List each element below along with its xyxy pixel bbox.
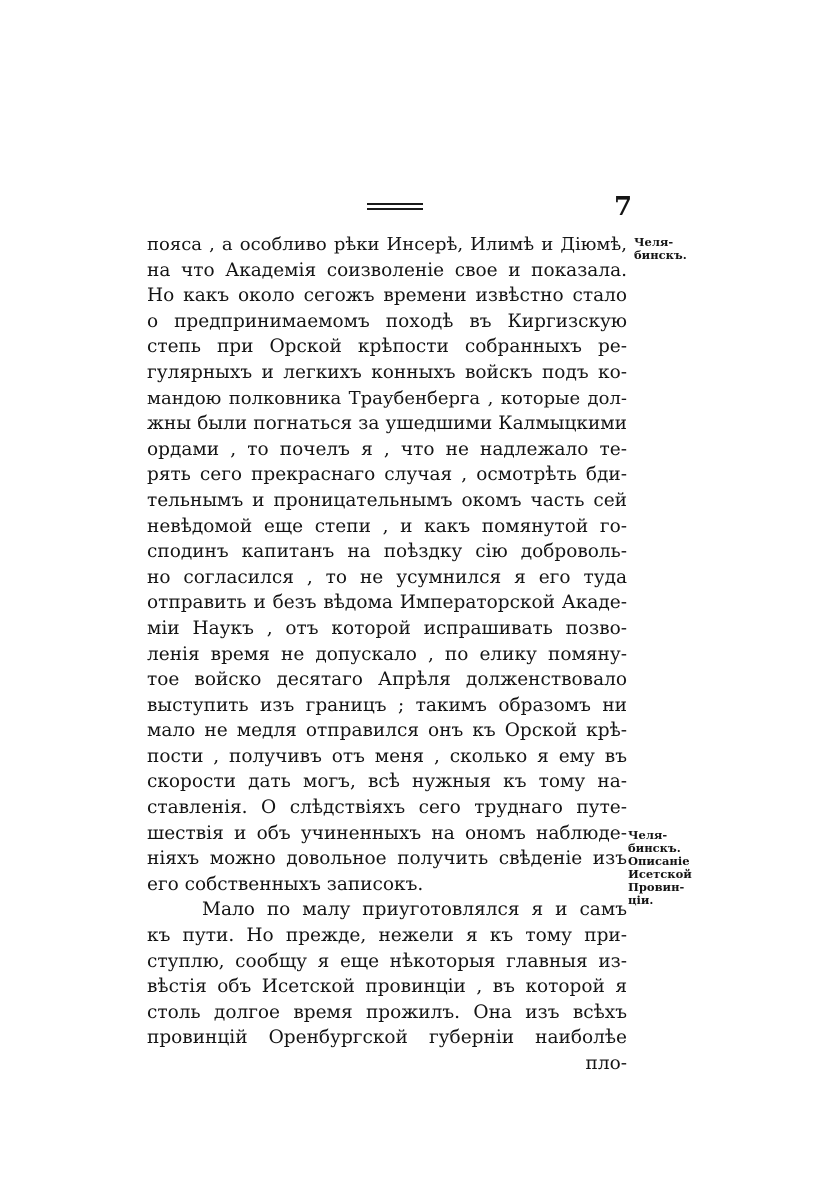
text-line: но согласился , то не усумнился я его туда [147, 566, 627, 588]
text-line: сподинъ капитанъ на поѣздку сiю доброволь- [147, 541, 627, 563]
text-line: Мало по малу приуготовлялся я и самъ [202, 899, 627, 921]
text-line: жны были погнаться за ушедшими Калмыцкими [147, 413, 627, 435]
text-line: нiяхъ можно довольное получить свѣденiе изъ [147, 848, 627, 870]
text-line: пояса , а особливо рѣки Инсерѣ, Илимѣ и Дiюмѣ, [147, 234, 627, 255]
margin-note-line: бинскъ. [634, 248, 687, 262]
text-line: ленiя время не допускало , по елику помяну- [147, 643, 627, 665]
text-line: провинцiй Оренбургской губернiи наиболѣе [147, 1027, 627, 1049]
text-line: пости , получивъ отъ меня , сколько я ему въ [147, 745, 627, 767]
text-line: степь при Орской крѣпости собранныхъ ре- [147, 336, 627, 358]
text-line: ступлю, сообщу я еще нѣкоторыя главныя из- [147, 950, 627, 972]
margin-note-line: Провин- [628, 880, 685, 894]
margin-note-iset-province [628, 829, 692, 907]
text-line: выступить изъ границъ ; такимъ образомъ ни [147, 694, 627, 716]
text-line: отправить и безъ вѣдома Императорской Акаде- [147, 592, 627, 614]
margin-note-line: Челя- [634, 235, 674, 249]
page-number: 7 [614, 192, 633, 222]
text-line: Но какъ около сегожъ времени извѣстно стало [147, 285, 627, 307]
text-line: тое войско десятаго Апрѣля долженствовало [147, 669, 627, 691]
margin-note-line: цiи. [628, 893, 654, 907]
body-text [147, 232, 627, 1077]
header-rule-top [367, 203, 423, 205]
catchword: пло- [585, 1053, 627, 1074]
text-line: къ пути. Но прежде, нежели я къ тому при- [147, 925, 627, 947]
text-line: рять сего прекраснаго случая , осмотрѣть бди- [147, 464, 627, 486]
margin-note-line: бинскъ. [628, 841, 681, 855]
text-line: о предпринимаемомъ походѣ въ Киргизскую [147, 310, 627, 332]
header-rule-bottom [367, 208, 423, 210]
margin-note-line: Описанiе [628, 854, 690, 868]
margin-note-line: Челя- [628, 828, 668, 842]
text-line: мiи Наукъ , отъ которой испрашивать позво- [147, 617, 627, 639]
text-line: гулярныхъ и легкихъ конныхъ войскъ подъ ко- [147, 361, 627, 383]
text-line: на что Академiя соизволенiе свое и показала. [147, 259, 627, 281]
text-line: скорости дать могъ, всѣ нужныя къ тому на- [147, 771, 627, 793]
text-line: вѣстiя объ Исетской провинцiи , въ которой я [147, 976, 627, 998]
text-line: шествiя и объ учиненныхъ на ономъ наблюде- [147, 822, 627, 844]
margin-note-chelyabinsk [634, 236, 687, 262]
text-line: тельнымъ и проницательнымъ окомъ часть сей [147, 489, 627, 511]
text-line: его собственныхъ записокъ. [147, 873, 424, 895]
margin-note-line: Исетской [628, 867, 692, 881]
text-line: столь долгое время прожилъ. Она изъ всѣхъ [147, 1001, 627, 1023]
text-line: ставленiя. О слѣдствiяхъ сего труднаго путе- [147, 797, 627, 819]
text-line: мандою полковника Траубенберга , которые дол- [147, 387, 627, 409]
text-line: мало не медля отправился онъ къ Орской крѣ- [147, 720, 627, 742]
text-line: ордами , то почелъ я , что не надлежало те- [147, 438, 627, 460]
text-line: невѣдомой еще степи , и какъ помянутой го- [147, 515, 627, 537]
